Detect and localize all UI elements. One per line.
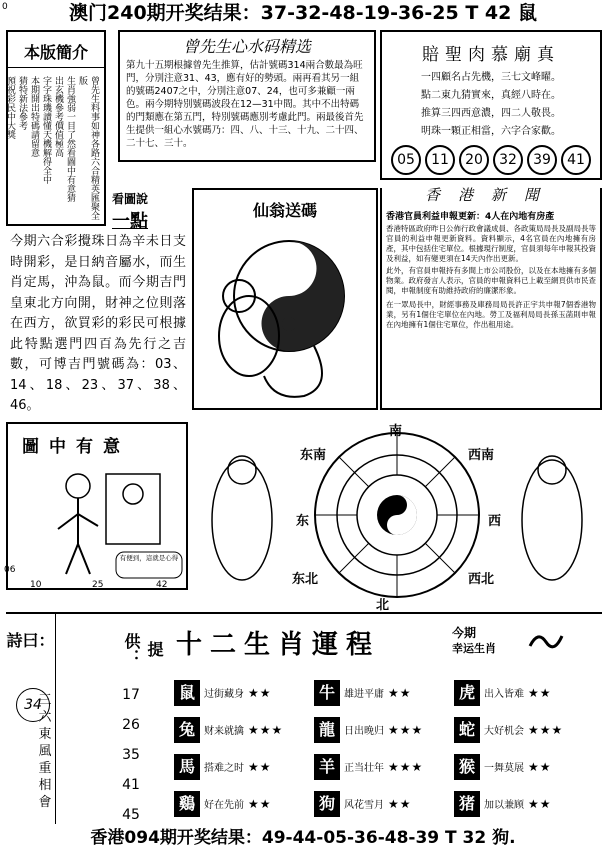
zodiac-text: 出入皆难 <box>484 689 524 700</box>
xianweng-box <box>192 188 378 410</box>
lucky-number-ball: 11 <box>425 145 455 175</box>
provide-number: 17 <box>122 687 140 703</box>
intro-title: 本版簡介 <box>8 40 104 68</box>
zodiac-stars: ★★ <box>528 759 552 774</box>
hk-news-headline: 香港官員利益申報更新：4人在內地有房產 <box>386 212 555 222</box>
hk-news-body-2: 此外，有官員申報持有多間上市公司股份，以及在本地擁有多個物業。政府發言人表示，官員的申報資料已上載至網頁供市民查閱，申報制度有助維持政府的廉潔形象。 <box>386 266 596 295</box>
zodiac-stars: ★★★ <box>528 722 564 737</box>
immortal-illustration <box>194 226 376 406</box>
hk-news-body-3: 在一眾局長中，財經事務及庫務局局長許正宇共申報7個香港物業，另有1個住宅單位在內地。勞工及福利局局長孫玉菡則申報在內地擁有1個住宅單位，作出租用途。 <box>386 300 596 329</box>
zodiac-stars: ★★ <box>248 796 272 811</box>
compass-north: 北 <box>376 598 390 613</box>
zodiac-stars: ★★ <box>248 759 272 774</box>
zodiac-section <box>6 612 602 822</box>
zodiac-text: 风花雪月 <box>344 800 384 811</box>
compass-west: 西 <box>488 514 502 529</box>
zeng-title: 曾先生心水码精选 <box>182 37 311 56</box>
zodiac-stars: ★★★ <box>388 759 424 774</box>
compass-northeast: 东北 <box>292 572 319 587</box>
lucky-label-1: 今期 <box>452 626 477 640</box>
intro-col-3: 字字珠璣讀懂天機解得全中 <box>41 76 51 184</box>
zodiac-stars: ★★ <box>248 685 272 700</box>
intro-col-4: 本期開出特碼請留意 <box>29 76 39 157</box>
intro-col-2: 出玄機參考價值極高 <box>53 76 63 157</box>
provide-number: 45 <box>122 807 140 823</box>
intro-col-0: 曾先生料事如神各路六合精英匯聚全版 <box>77 76 99 220</box>
snake-icon <box>526 624 566 654</box>
xianweng-title: 仙翁送碼 <box>252 201 317 220</box>
provide-column <box>106 614 164 824</box>
compass-northwest: 西北 <box>468 572 495 587</box>
circled-number: 34 <box>16 688 50 722</box>
hk-news-masthead: 香港新聞 <box>382 184 600 205</box>
zeng-picks-box <box>118 30 376 162</box>
poem-balls <box>382 145 600 175</box>
poem-label: 詩曰： <box>6 631 55 650</box>
zodiac-char: 鷄 <box>174 791 200 817</box>
zodiac-stars: ★★ <box>528 685 552 700</box>
compass-wheel <box>192 420 602 610</box>
intro-col-5: 猜特新法參考 <box>17 76 27 130</box>
poem-char: 三 <box>38 693 52 708</box>
hint-number: 42 <box>156 580 168 590</box>
zodiac-char: 兔 <box>174 717 200 743</box>
intro-col-6: 預祝彩民中大獎 <box>5 76 15 139</box>
compass-southeast: 东南 <box>300 448 327 463</box>
cartoon-illustration <box>8 464 186 584</box>
macau-result-header: 澳门240期开奖结果：37-32-48-19-36-25 T 42 鼠 <box>69 2 537 24</box>
zodiac-text: 雄进平庸 <box>344 689 384 700</box>
zodiac-char: 猴 <box>454 754 480 780</box>
zodiac-headline: 十二生肖運程 <box>176 630 381 660</box>
poem-line: 明珠一顆正相當，六字合家歡。 <box>421 126 561 137</box>
intro-box <box>6 30 106 226</box>
poem-line: 一四顧名占先機，三七文峰曜。 <box>421 72 561 83</box>
zodiac-char: 猪 <box>454 791 480 817</box>
lucky-number-ball: 20 <box>459 145 489 175</box>
zodiac-row <box>174 748 594 785</box>
page-corner-number: 0 <box>2 2 8 12</box>
zeng-text: 第九十五期根據曾先生推算，估計號碼314兩合數最為旺門，分別注意31、43，應有好的勢頭。兩再看其另一組的號碼2407之中，分別注意07、24，也可多兼顧一兩色。兩今期特別號碼波段在12—31中間。其中不出特碼的門類應在第五門，特別號碼應別考慮此門。兩最後首先生提供一組心水號碼乃：四、八、十三、十九、二十四、二十七、三十。 <box>126 60 364 149</box>
zodiac-char: 蛇 <box>454 717 480 743</box>
compass-southwest: 西南 <box>468 448 495 463</box>
zodiac-stars: ★★ <box>388 796 412 811</box>
poem-char: 相 <box>38 778 52 793</box>
picture-hint-title: 圖中有意 <box>22 437 130 457</box>
zodiac-text: 一舞莫展 <box>484 763 524 774</box>
hint-number: 25 <box>92 580 104 590</box>
hk-news-body-1: 香港特區政府昨日公佈行政會議成員、各政策局局長及副局長等官員的利益申報更新資料。資料顯示，4名官員在內地擁有房產，其中包括住宅單位。根據現行制度，官員須每年申報其投資及利益，如有變更須在14天內作出更新。 <box>386 224 596 263</box>
zodiac-stars: ★★ <box>528 796 552 811</box>
picture-hint-box <box>6 422 188 590</box>
zodiac-text: 过街藏身 <box>204 689 244 700</box>
hint-number: 06 <box>4 565 16 575</box>
zodiac-char: 虎 <box>454 680 480 706</box>
hint-number: 10 <box>30 580 42 590</box>
zodiac-stars: ★★ <box>388 685 412 700</box>
poem-box <box>380 30 602 180</box>
poem-char: 東 <box>38 727 52 742</box>
compass-south: 南 <box>389 424 403 439</box>
provide-label: 提供： <box>122 633 164 665</box>
zodiac-char: 龍 <box>314 717 340 743</box>
zodiac-text: 搭难之时 <box>204 763 244 774</box>
cartoon-caption: 有便到，這就是心得 <box>119 554 179 562</box>
zodiac-text: 日出晚归 <box>344 726 384 737</box>
poem-title: 賠聖肉慕廟真 <box>422 45 560 65</box>
compass-area <box>192 420 602 613</box>
zodiac-text: 财来就擒 <box>204 726 244 737</box>
zodiac-char: 馬 <box>174 754 200 780</box>
zodiac-text: 大好机会 <box>484 726 524 737</box>
zodiac-row <box>174 711 594 748</box>
zodiac-char: 羊 <box>314 754 340 780</box>
provide-number: 41 <box>122 777 140 793</box>
zodiac-row <box>174 785 594 822</box>
poem-line: 推算三四西意濃，四二人敬畏。 <box>421 108 561 119</box>
poem-line: 點二東九猜實來，真經八時在。 <box>421 90 561 101</box>
zodiac-char: 狗 <box>314 791 340 817</box>
zodiac-text: 正当壮年 <box>344 763 384 774</box>
compass-east: 东 <box>296 514 310 529</box>
zodiac-char: 牛 <box>314 680 340 706</box>
hk-news-box <box>380 188 602 410</box>
poem-char: 六 <box>38 710 52 725</box>
intro-column <box>4 76 100 224</box>
poem-column <box>6 614 56 824</box>
lucky-number-ball: 05 <box>391 145 421 175</box>
left-text-body: 今期六合彩攪珠日為辛未日支時開彩，是日納音屬水，而生肖定馬，沖為鼠。而今期吉門皇東北方向開，財神之位則落在西方，欲買彩的彩民可根據此特點選門四百為先行之吉數，可博吉門號碼為：03、14、18、23、37、38、46。 <box>10 234 186 413</box>
hk-result-footer: 香港094期开奖结果：49-44-05-36-48-39 T 32 狗. <box>90 828 516 848</box>
intro-col-1: 生肖強弱一目了然看圖中有意猜 <box>65 76 75 202</box>
heading-small: 看圖說 <box>112 192 149 206</box>
poem-char: 重 <box>38 761 52 776</box>
lucky-number-ball: 39 <box>527 145 557 175</box>
zodiac-char: 鼠 <box>174 680 200 706</box>
provide-number: 35 <box>122 747 140 763</box>
lucky-label-2: 幸运生肖 <box>452 642 496 655</box>
lucky-number-ball: 41 <box>561 145 591 175</box>
zodiac-grid <box>174 674 594 824</box>
heading-big: 一點 <box>112 211 148 232</box>
zodiac-text: 加以兼顾 <box>484 800 524 811</box>
poem-char: 風 <box>38 744 52 759</box>
zodiac-row <box>174 674 594 711</box>
provide-number: 26 <box>122 717 140 733</box>
zodiac-stars: ★★★ <box>388 722 424 737</box>
zodiac-stars: ★★★ <box>248 722 284 737</box>
lucky-number-ball: 32 <box>493 145 523 175</box>
poem-chars <box>38 692 52 811</box>
left-text-heading <box>112 190 192 230</box>
zodiac-text: 好在先前 <box>204 800 244 811</box>
poem-char: 會 <box>38 795 52 810</box>
